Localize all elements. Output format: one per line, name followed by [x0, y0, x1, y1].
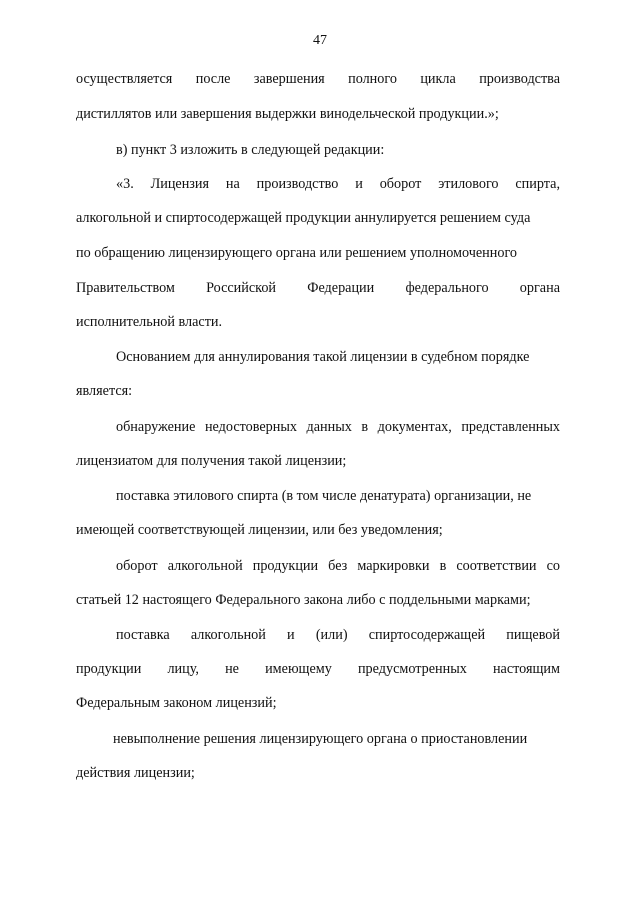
- text-line: исполнительной власти.: [76, 314, 223, 330]
- text-line: лицензиатом для получения такой лицензии;: [76, 453, 347, 469]
- text-line: дистиллятов или завершения выдержки винодельческой продукции.»;: [76, 106, 499, 122]
- text-line: поставка алкогольной и (или) спиртосодержащей пищевой: [116, 627, 560, 643]
- text-line: обнаружение недостоверных данных в документах, представленных: [116, 419, 560, 435]
- text-line: Федеральным законом лицензий;: [76, 695, 277, 711]
- text-line: «3. Лицензия на производство и оборот этилового спирта,: [116, 176, 560, 192]
- text-line: поставка этилового спирта (в том числе денатурата) организации, не: [116, 488, 532, 504]
- text-line: оборот алкогольной продукции без маркировки в соответствии со: [116, 558, 560, 574]
- text-line: является:: [76, 383, 133, 399]
- text-line: продукции лицу, не имеющему предусмотренных настоящим: [76, 661, 560, 677]
- text-line: Основанием для аннулирования такой лицензии в судебном порядке: [116, 349, 530, 365]
- text-line: действия лицензии;: [76, 765, 195, 781]
- text-line: статьей 12 настоящего Федерального закона либо с поддельными марками;: [76, 592, 531, 608]
- text-line: в) пункт 3 изложить в следующей редакции:: [116, 142, 385, 158]
- text-line: по обращению лицензирующего органа или решением уполномоченного: [76, 245, 518, 261]
- text-line: алкогольной и спиртосодержащей продукции аннулируется решением суда: [76, 210, 531, 226]
- text-line: имеющей соответствующей лицензии, или без уведомления;: [76, 522, 443, 538]
- text-line: Правительством Российской Федерации федерального органа: [76, 280, 560, 296]
- text-line: осуществляется после завершения полного цикла производства: [76, 71, 560, 87]
- page-number: 47: [313, 33, 327, 48]
- text-line: невыполнение решения лицензирующего органа о приостановлении: [113, 731, 528, 747]
